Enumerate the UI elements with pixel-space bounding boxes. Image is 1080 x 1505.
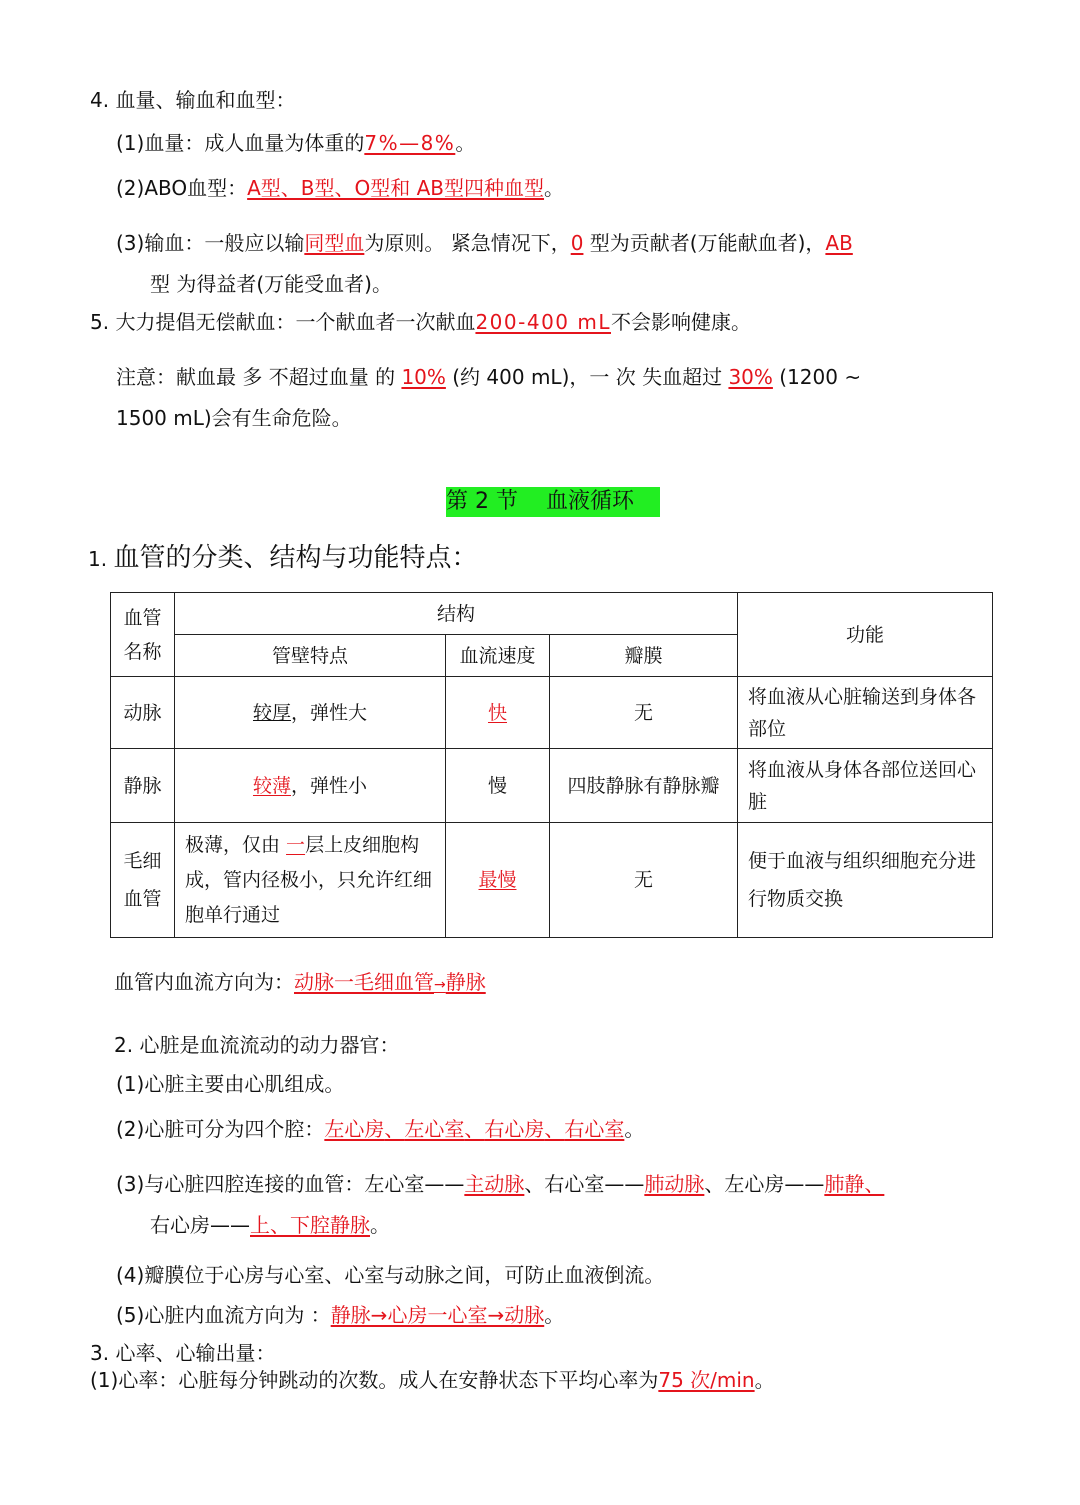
heart-title: 2. 心脏是血流流动的动力器官： xyxy=(114,1033,400,1057)
table-row-artery xyxy=(111,677,993,749)
heart-line-5 xyxy=(116,1301,564,1329)
header-function: 功能 xyxy=(738,593,993,677)
answer-chamber-1: 左心房 xyxy=(324,1117,385,1141)
answer-chamber-4: 右心室 xyxy=(564,1117,625,1141)
transfusion-line-2: 型 为得益者(万能受血者)。 xyxy=(150,272,392,296)
note-line xyxy=(116,363,861,391)
sec4-title: 4. 血量、输血和血型： xyxy=(90,88,296,112)
answer-vein-wall: 较薄 xyxy=(252,774,291,797)
text: 血管内血流方向为： xyxy=(114,970,294,994)
answer-pulmonary-artery: 肺动脉 xyxy=(644,1172,705,1196)
answer-same-type: 同型血 xyxy=(304,231,365,255)
answer-capillary-speed: 最慢 xyxy=(478,869,517,891)
answer-pulmonary-vein: 肺静、 xyxy=(824,1172,885,1196)
artery-wall xyxy=(175,677,446,749)
text: 为原则。 紧急情况下， xyxy=(364,231,571,255)
text: (1)心率：心脏每分钟跳动的次数。成人在安静状态下平均心率为 xyxy=(90,1368,659,1392)
answer-blood-types: A型、B型、O型和 AB型四种血型 xyxy=(247,176,545,200)
donation-line xyxy=(90,308,751,336)
text: 。 xyxy=(370,1213,390,1237)
rate-title: 3. 心率、心输出量： xyxy=(90,1341,276,1365)
note-line-2: 1500 mL)会有生命危险。 xyxy=(116,406,352,430)
text: 5. 大力提倡无偿献血：一个献血者一次献血 xyxy=(90,310,476,334)
header-name-2: 名称 xyxy=(123,640,162,663)
answer-capillary-layer: 一 xyxy=(286,833,306,856)
arrow-icon: → xyxy=(434,977,446,993)
heart-line-1: (1)心脏主要由心肌组成。 xyxy=(116,1072,345,1096)
answer-heart-rate: 75 次/min xyxy=(658,1368,755,1392)
heading-text: 血管的分类、结构与功能特点 xyxy=(113,543,452,573)
text: 。 xyxy=(544,176,565,200)
heading-number: 1. xyxy=(88,547,114,571)
header-wall: 管壁特点 xyxy=(175,635,446,677)
answer-danger-loss: 30% xyxy=(728,365,773,389)
artery-function: 将血液从心脏输送到身体各部位 xyxy=(738,677,993,749)
artery-wall-key: 较厚 xyxy=(252,701,291,724)
capillary-wall xyxy=(175,823,446,938)
text: (3)输血：一般应以输 xyxy=(116,231,305,255)
text: 、右心室—— xyxy=(524,1172,645,1196)
capillary-speed xyxy=(446,823,550,938)
vein-wall xyxy=(175,749,446,823)
heart-line-3 xyxy=(116,1170,884,1198)
text: 。 xyxy=(624,1117,645,1141)
vein-valve: 四肢静脉有静脉瓣 xyxy=(550,749,738,823)
answer-aorta: 主动脉 xyxy=(464,1172,525,1196)
text: (约 400 mL)，一 次 失血超过 xyxy=(445,365,729,389)
header-valve: 瓣膜 xyxy=(550,635,738,677)
capillary-function: 便于血液与组织细胞充分进行物质交换 xyxy=(738,823,993,938)
header-name-1: 血管 xyxy=(123,606,162,629)
table-row-capillary xyxy=(111,823,993,938)
blood-type-line xyxy=(116,174,564,202)
answer-donation-amount: 200-400 mL xyxy=(475,310,611,334)
heart-line-4: (4)瓣膜位于心房与心室、心室与动脉之间，可防止血液倒流。 xyxy=(116,1263,665,1287)
text: 注意：献血最 多 不超过血量 的 xyxy=(116,365,402,389)
text: 、左心房—— xyxy=(704,1172,825,1196)
text: (2)心脏可分为四个腔： xyxy=(116,1117,325,1141)
answer-max-donation: 10% xyxy=(401,365,446,389)
text: (2)ABO血型： xyxy=(116,176,248,200)
text: (1)血量：成人血量为体重的 xyxy=(116,131,365,155)
vessel-flow-line xyxy=(114,968,486,999)
answer-blood-volume: 7%—8% xyxy=(364,131,456,155)
sep: 、 xyxy=(464,1117,485,1141)
rate-line-1 xyxy=(90,1366,775,1394)
text: (5)心脏内血流方向为 ： xyxy=(116,1303,331,1327)
capillary-name-1: 毛细 xyxy=(123,850,162,872)
header-speed: 血流速度 xyxy=(446,635,550,677)
answer-chamber-3: 右心房 xyxy=(484,1117,545,1141)
section-title: 第 2 节 血液循环 xyxy=(446,487,660,517)
answer-universal-recipient: AB xyxy=(825,231,853,255)
artery-speed xyxy=(446,677,550,749)
blood-volume-line xyxy=(116,129,475,157)
heading-colon: ： xyxy=(451,543,478,573)
transfusion-line xyxy=(116,229,853,257)
answer-flow-2: 静脉 xyxy=(445,970,486,994)
text: 。 xyxy=(544,1303,565,1327)
vein-name: 静脉 xyxy=(111,749,175,823)
capillary-name xyxy=(111,823,175,938)
text: 不会影响健康。 xyxy=(611,310,751,334)
header-vessel-name xyxy=(111,593,175,677)
capillary-wall-pre: 极薄，仅由 xyxy=(185,833,287,856)
text: (3)与心脏四腔连接的血管：左心室—— xyxy=(116,1172,465,1196)
table-row-vein xyxy=(111,749,993,823)
capillary-name-2: 血管 xyxy=(123,888,162,910)
text: 。 xyxy=(754,1368,775,1392)
artery-name: 动脉 xyxy=(111,677,175,749)
vein-speed: 慢 xyxy=(446,749,550,823)
text: 型为贡献者(万能献血者)， xyxy=(583,231,826,255)
answer-chamber-2: 左心室 xyxy=(404,1117,465,1141)
artery-wall-rest: ，弹性大 xyxy=(291,701,368,724)
text: 。 xyxy=(455,131,476,155)
heart-line-2 xyxy=(116,1115,644,1143)
vein-function: 将血液从身体各部位送回心脏 xyxy=(738,749,993,823)
answer-artery-speed: 快 xyxy=(487,701,507,724)
capillary-wall-post: 层上皮细胞构成，管内径极小，只允许红细胞单行通过 xyxy=(185,833,433,926)
sep: 、 xyxy=(384,1117,405,1141)
answer-heart-flow: 静脉→心房一心室→动脉 xyxy=(330,1303,545,1327)
text: (1200 ~ xyxy=(772,365,862,389)
answer-flow-1: 动脉一毛细血管 xyxy=(294,970,434,994)
capillary-valve: 无 xyxy=(550,823,738,938)
sep: 、 xyxy=(544,1117,565,1141)
vessel-table xyxy=(110,592,993,938)
heart-line-3b xyxy=(150,1211,390,1239)
text: 右心房—— xyxy=(150,1213,250,1237)
header-structure: 结构 xyxy=(175,593,738,635)
artery-valve: 无 xyxy=(550,677,738,749)
answer-universal-donor: 0 xyxy=(570,231,584,255)
vein-wall-rest: ，弹性小 xyxy=(291,774,368,797)
answer-vena-cava: 上、下腔静脉 xyxy=(250,1213,370,1237)
heading-vessels xyxy=(88,538,477,579)
